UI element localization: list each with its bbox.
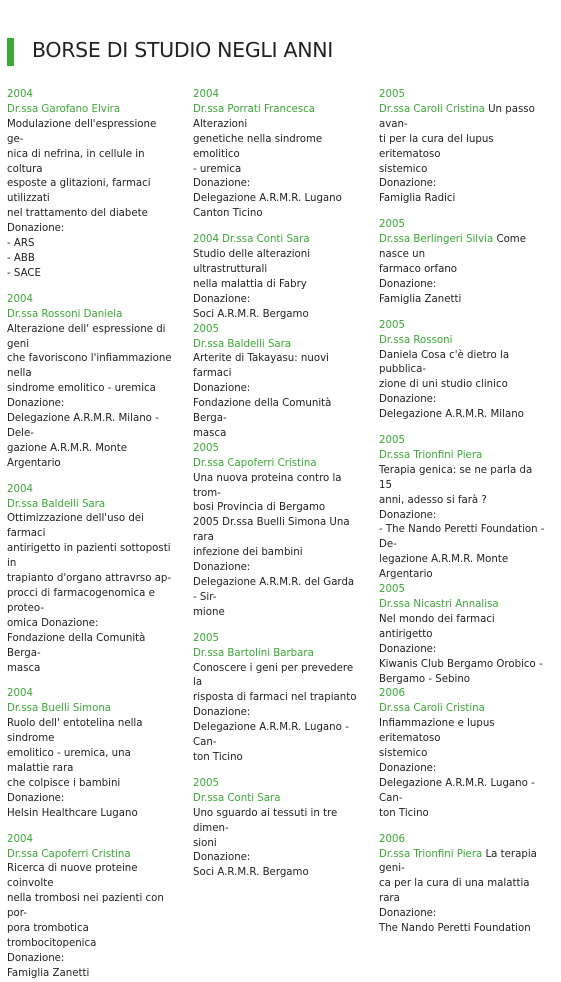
recipient-name: Dr.ssa Trionfini Piera xyxy=(379,848,483,860)
entry-text-line: Famiglia Zanetti xyxy=(7,967,90,979)
entry-text-line: Delegazione A.R.M.R. del Garda - Sir- xyxy=(193,577,355,603)
entry-header-line xyxy=(379,449,547,464)
recipient-name: Dr.ssa Bartolini Barbara xyxy=(193,647,314,659)
entry-text-line: anni, adesso si farà ? xyxy=(379,494,487,506)
recipient-name: Dr.ssa Rossoni Daniela xyxy=(7,308,123,320)
entry-text-line: procci di farmacogenomica e proteo- xyxy=(7,588,155,614)
entry-year: 2004 xyxy=(7,89,33,100)
entry-text-line: - ARS xyxy=(7,238,35,250)
entry-text-line: infezione dei bambini xyxy=(193,547,303,559)
page-title: BORSE DI STUDIO NEGLI ANNI xyxy=(32,38,334,62)
entry-text-line: farmaco orfano xyxy=(379,263,458,275)
entry-text-line: Donazione: xyxy=(379,908,437,920)
entry-header-line xyxy=(7,848,175,863)
entry-header-line xyxy=(379,103,547,133)
entry-header-line xyxy=(7,103,175,118)
topic-text: Un passo avan- xyxy=(379,103,535,130)
entry-text-line: zione di uni studio clinico xyxy=(379,379,508,391)
entry-header-line xyxy=(193,103,361,133)
entry-text-line: sioni xyxy=(193,837,217,849)
entry-text-line: - The Nando Peretti Foundation - De- xyxy=(379,524,545,551)
scholarship-entry xyxy=(193,777,361,881)
recipient-name: Dr.ssa Garofano Elvira xyxy=(7,103,121,115)
entry-text-line: bosi Provincia di Bergamo xyxy=(193,502,326,514)
entry-text-line: Ricerca di nuove proteine coinvolte xyxy=(7,863,138,890)
scholarship-entry xyxy=(379,583,547,687)
entry-year: 2005 xyxy=(193,632,219,644)
entry-year: 2005 xyxy=(379,435,405,447)
recipient-name: Dr.ssa Capoferri Cristina xyxy=(7,848,131,860)
entry-header-line xyxy=(193,792,361,807)
scholarship-entry xyxy=(7,293,175,472)
entry-text-line: Fondazione della Comunità Berga- xyxy=(193,398,332,425)
entry-text-line: Arterite di Takayasu: nuovi farmaci xyxy=(193,353,329,380)
entry-header-line xyxy=(193,457,361,472)
entry-text-line: Donazione: xyxy=(7,792,65,804)
entry-text-line: Bergamo - Sebino xyxy=(379,673,471,685)
entry-text-line: Canton Ticino xyxy=(193,208,263,220)
entry-text-line: Conoscere i geni per prevedere la xyxy=(193,662,354,689)
entry-text-line: Soci A.R.M.R. Bergamo xyxy=(193,308,309,320)
topic-text: Alterazioni xyxy=(193,118,248,130)
recipient-name: Dr.ssa Rossoni xyxy=(379,334,453,346)
recipient-name: Dr.ssa Caroli Cristina xyxy=(379,703,485,715)
entry-text-line: Nel mondo dei farmaci antirigetto xyxy=(379,613,495,640)
entry-header-line xyxy=(193,338,361,353)
entry-header-line xyxy=(379,848,547,878)
entry-text-line: - uremica xyxy=(193,163,242,175)
recipient-name: Dr.ssa Capoferri Cristina xyxy=(193,457,317,469)
scholarship-entry xyxy=(7,687,175,821)
topic-text: Come nasce un xyxy=(379,234,526,261)
column-1 xyxy=(7,88,175,982)
entry-text-line: Famiglia Radici xyxy=(379,193,456,205)
entry-text-line: sindrome emolitico - uremica xyxy=(7,383,156,395)
entry-text-line: masca xyxy=(193,427,227,439)
entry-header-line xyxy=(7,702,175,717)
entry-text-line: che favoriscono l'infiammazione nella xyxy=(7,353,172,380)
scholarship-entry xyxy=(379,687,547,821)
scholarship-entry xyxy=(7,483,175,677)
entry-text-line: ca per la cura di una malattia rara xyxy=(379,878,530,905)
scholarship-entry xyxy=(379,88,547,207)
entry-header-line xyxy=(7,308,175,323)
entry-text-line: Delegazione A.R.M.R. Lugano xyxy=(193,193,342,205)
entry-text-line: Alterazione dell' espressione di geni xyxy=(7,323,166,350)
entry-text-line: Fondazione della Comunità Berga- xyxy=(7,632,146,659)
entry-text-line: - SACE xyxy=(7,267,41,279)
entry-text-line: Donazione: xyxy=(7,398,65,410)
entry-text-line: genetiche nella sindrome emolitico xyxy=(193,133,323,160)
scholarship-entry xyxy=(379,434,547,583)
scholarship-entry xyxy=(379,833,547,937)
entry-text-line: Daniela Cosa c'è dietro la pubblica- xyxy=(379,349,510,376)
entry-text-line: Helsin Healthcare Lugano xyxy=(7,807,138,819)
entry-text-line: Delegazione A.R.M.R. Milano - Dele- xyxy=(7,413,159,439)
entry-year: 2004 Dr.ssa Conti Sara xyxy=(193,234,310,246)
entry-text-line: Donazione: xyxy=(193,562,251,574)
entry-header-line xyxy=(7,498,175,513)
entry-text-line: gazione A.R.M.R. Monte Argentario xyxy=(7,442,128,469)
entry-text-line: Donazione: xyxy=(193,707,251,719)
entry-text-line: ti per la cura del lupus eritematoso xyxy=(379,133,494,160)
entry-text-line: nella trombosi nei pazienti con por- xyxy=(7,893,164,920)
entry-text-line: antirigetto in pazienti sottoposti in xyxy=(7,543,171,570)
entry-year: 2005 xyxy=(193,323,219,335)
entry-year: 2004 xyxy=(7,483,33,495)
entry-text-line: Donazione: xyxy=(193,178,251,190)
entry-text-line: ton Ticino xyxy=(379,807,429,819)
entry-text-line: Donazione: xyxy=(379,278,437,290)
entry-header-line xyxy=(379,598,547,613)
topic-text: La terapia geni- xyxy=(379,848,537,875)
entry-text-line: Donazione: xyxy=(193,383,251,395)
recipient-name: Dr.ssa Trionfini Piera xyxy=(379,449,483,461)
entry-text-line: Donazione: xyxy=(379,178,437,190)
entry-year: 2006 xyxy=(379,833,405,845)
recipient-name: Dr.ssa Conti Sara xyxy=(193,792,281,804)
entry-text-line: Infiammazione e lupus eritematoso xyxy=(379,718,495,745)
entry-header-line xyxy=(379,334,547,349)
entry-text-line: sistemico xyxy=(379,748,428,760)
entry-text-line: risposta di farmaci nel trapianto xyxy=(193,692,357,704)
scholarship-entry xyxy=(193,442,361,621)
entry-text-line: Donazione: xyxy=(379,643,437,655)
entry-text-line: 2005 Dr.ssa Buelli Simona Una rara xyxy=(193,517,350,544)
entry-text-line: che colpisce i bambini xyxy=(7,777,121,789)
entry-text-line: - ABB xyxy=(7,252,35,264)
entry-text-line: Delegazione A.R.M.R. Lugano - Can- xyxy=(193,722,349,749)
entry-year: 2005 xyxy=(379,584,405,596)
entry-text-line: Soci A.R.M.R. Bergamo xyxy=(193,867,309,879)
entry-text-line: pora trombotica trombocitopenica xyxy=(7,923,97,949)
entry-text-line: Terapia genica: se ne parla da 15 xyxy=(379,464,533,491)
entry-year: 2005 xyxy=(379,89,405,100)
entry-year: 2005 xyxy=(379,319,405,331)
entry-text-line: Kiwanis Club Bergamo Orobico - xyxy=(379,658,543,670)
entry-text-line: ton Ticino xyxy=(193,751,243,763)
entry-year: 2004 xyxy=(7,688,33,700)
recipient-name: Dr.ssa Nicastri Annalisa xyxy=(379,599,499,610)
entry-text-line: omica Donazione: xyxy=(7,617,99,629)
recipient-name: Dr.ssa Baldelli Sara xyxy=(7,498,106,510)
entry-text-line: Una nuova proteina contro la trom- xyxy=(193,472,342,499)
entry-text-line: masca xyxy=(7,662,41,674)
entry-text-line: trapianto d'organo attravrso ap- xyxy=(7,573,172,585)
accent-bar xyxy=(7,38,14,66)
recipient-name: Dr.ssa Baldelli Sara xyxy=(193,338,292,350)
entry-text-line: nica di nefrina, in cellule in coltura xyxy=(7,148,145,175)
entry-text-line: legazione A.R.M.R. Monte Argentario xyxy=(379,554,509,581)
entry-text-line: Delegazione A.R.M.R. Milano xyxy=(379,409,524,421)
entry-header-line xyxy=(379,233,547,263)
column-3 xyxy=(379,88,547,937)
recipient-name: Dr.ssa Caroli Cristina xyxy=(379,103,485,115)
entry-text-line: The Nando Peretti Foundation xyxy=(379,923,531,935)
entry-text-line: nella malattia di Fabry Donazione: xyxy=(193,278,307,305)
scholarship-entry xyxy=(193,233,361,322)
entry-text-line: Ruolo dell' entotelina nella sindrome xyxy=(7,718,143,745)
entry-year: 2005 xyxy=(193,777,219,789)
scholarship-entry xyxy=(7,833,175,982)
scholarship-entry xyxy=(379,218,547,307)
entry-text-line: Uno sguardo ai tessuti in tre dimen- xyxy=(193,807,338,834)
entry-text-line: esposte a glitazioni, farmaci utilizzati xyxy=(7,178,151,205)
entry-year: 2004 xyxy=(193,89,219,100)
recipient-name: Dr.ssa Buelli Simona xyxy=(7,703,112,715)
entry-header-line xyxy=(193,647,361,662)
entry-year: 2004 xyxy=(7,293,33,305)
entry-text-line: Donazione: xyxy=(7,952,65,964)
entry-text-line: Donazione: xyxy=(193,852,251,864)
recipient-name: Dr.ssa Berlingeri Silvia xyxy=(379,234,494,246)
entry-text-line: sistemico xyxy=(379,163,428,175)
entry-text-line: nel trattamento del diabete xyxy=(7,208,148,220)
entry-year: 2006 xyxy=(379,688,405,700)
entry-text-line: Donazione: xyxy=(7,223,65,235)
entry-text-line: Donazione: xyxy=(379,509,437,521)
entry-text-line: Ottimizzazione dell'uso dei farmaci xyxy=(7,513,144,540)
entry-text-line: Famiglia Zanetti xyxy=(379,293,462,305)
recipient-name: Dr.ssa Porrati Francesca xyxy=(193,103,315,115)
column-2 xyxy=(193,88,361,881)
entry-text-line: Donazione: xyxy=(379,394,437,406)
scholarship-entry xyxy=(193,323,361,442)
entry-text-line: mione xyxy=(193,606,225,618)
entry-text-line: Studio delle alterazioni ultrastrutturali xyxy=(193,249,311,275)
entry-header-line xyxy=(379,702,547,717)
scholarship-entry xyxy=(7,88,175,282)
entry-text-line: Delegazione A.R.M.R. Lugano - Can- xyxy=(379,777,535,804)
scholarship-entry xyxy=(193,632,361,766)
scholarship-entry xyxy=(193,88,361,222)
entry-year: 2005 xyxy=(379,219,405,231)
entry-text-line: emolitico - uremica, una malattie rara xyxy=(7,748,131,774)
scholarship-entry xyxy=(379,319,547,423)
entry-year: 2005 xyxy=(193,442,219,454)
entry-text-line: Modulazione dell'espressione ge- xyxy=(7,118,157,145)
entry-text-line: Donazione: xyxy=(379,762,437,774)
entry-year: 2004 xyxy=(7,833,33,845)
